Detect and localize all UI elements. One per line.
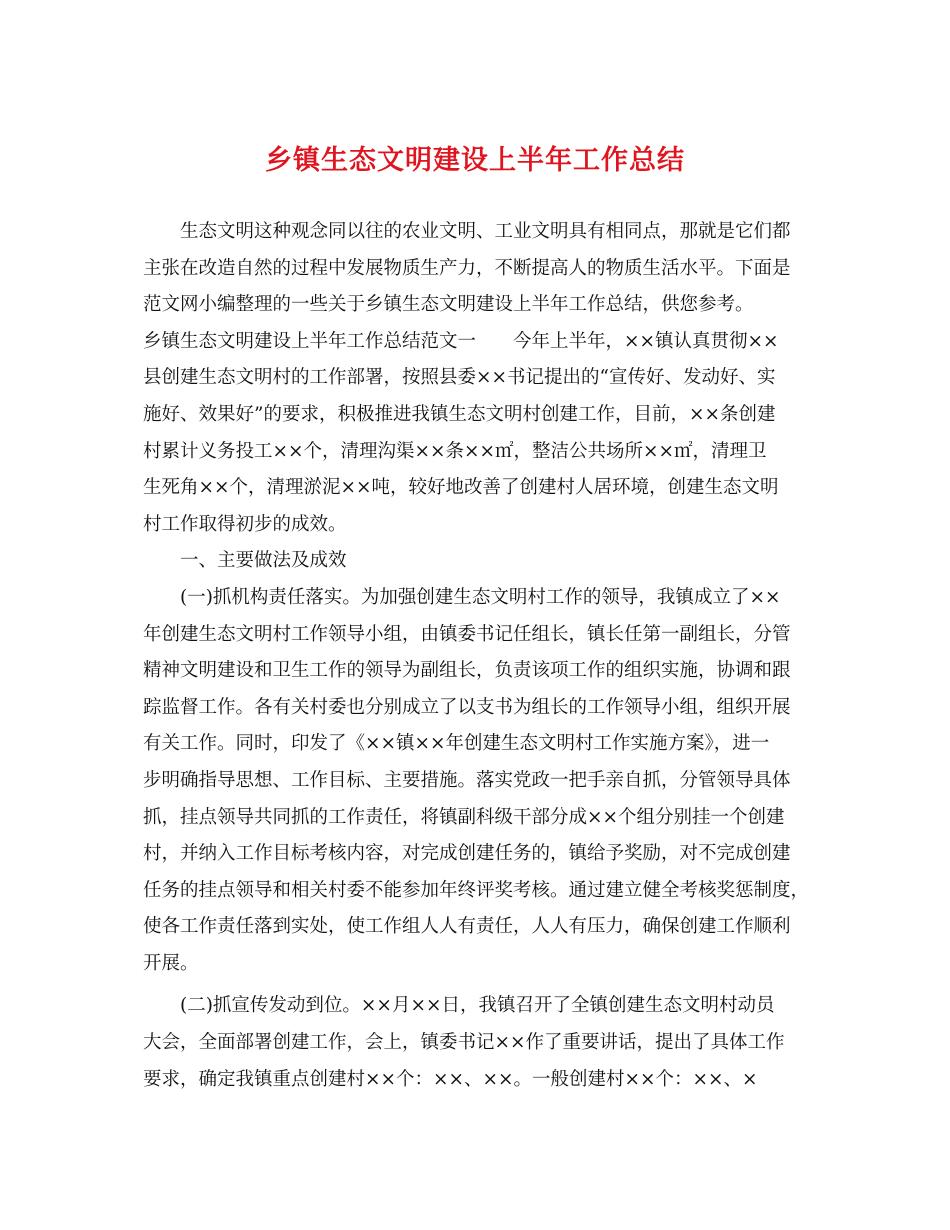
text-line: [143, 726, 798, 763]
text-line-tail: 今年上半年，××镇认真贯彻××: [513, 330, 779, 352]
text-line: [143, 653, 798, 690]
text-line: [143, 397, 798, 434]
text-line-content: 施好、效果好”的要求，积极推进我镇生态文明村创建工作，目前，××条创建: [143, 403, 776, 425]
text-line-content: 大会，全面部署创建工作，会上，镇委书记××作了重要讲话，提出了具体工作: [143, 1032, 785, 1054]
text-line-content: 踪监督工作。各有关村委也分别成立了以支书为组长的工作领导小组，组织开展: [143, 696, 791, 718]
text-line-content: 县创建生态文明村的工作部署，按照县委××书记提出的“宣传好、发动好、实: [143, 367, 776, 389]
text-line-content: 村工作取得初步的成效。: [143, 513, 347, 535]
text-line: [143, 360, 798, 397]
text-line: [143, 800, 798, 837]
text-line-content: 任务的挂点领导和相关村委不能参加年终评奖考核。通过建立健全考核奖惩制度，: [143, 879, 810, 901]
text-line: [143, 763, 798, 800]
text-line-content: 村，并纳入工作目标考核内容，对完成创建任务的，镇给予奖励，对不完成创建: [143, 843, 791, 865]
text-line: [143, 434, 798, 471]
text-line: [143, 1025, 798, 1062]
text-line: [143, 507, 798, 544]
text-line-content: 使各工作责任落到实处，使工作组人人有责任，人人有压力，确保创建工作顺利: [143, 916, 791, 938]
text-line: [143, 836, 798, 873]
text-line: [143, 690, 798, 727]
text-line-content: 有关工作。同时，印发了《××镇××年创建生态文明村工作实施方案》，进一: [143, 733, 770, 755]
document-title: 乡镇生态文明建设上半年工作总结: [265, 145, 685, 176]
text-line-content: 抓，挂点领导共同抓的工作责任，将镇副科级干部分成××个组分别挂一个创建: [143, 806, 785, 828]
text-line-content: 一、主要做法及成效: [180, 550, 347, 572]
text-line: [143, 909, 798, 946]
text-line-content: 乡镇生态文明建设上半年工作总结范文一: [143, 330, 477, 352]
text-line: [143, 251, 798, 288]
text-line: [143, 214, 798, 251]
text-line: [143, 988, 798, 1025]
document-body: [143, 214, 810, 1098]
text-line: [143, 287, 798, 324]
text-line-content: 年创建生态文明村工作领导小组，由镇委书记任组长，镇长任第一副组长，分管: [143, 623, 791, 645]
text-line-content: 生死角××个，清理淤泥××吨，较好地改善了创建村人居环境，创建生态文明: [143, 477, 779, 499]
text-line-content: 村累计义务投工××个，清理沟渠××条××㎡，整洁公共场所××㎡，清理卫: [143, 440, 767, 462]
text-line-content: 范文网小编整理的一些关于乡镇生态文明建设上半年工作总结，供您参考。: [143, 294, 754, 316]
text-line: [143, 580, 798, 617]
text-line: [143, 946, 798, 983]
text-line: [143, 617, 798, 654]
text-line-content: 主张在改造自然的过程中发展物质生产力，不断提高人的物质生活水平。下面是: [143, 257, 791, 279]
text-line-content: 步明确指导思想、工作目标、主要措施。落实党政一把手亲自抓，分管领导具体: [143, 769, 791, 791]
text-line: [143, 324, 798, 361]
text-line-content: 精神文明建设和卫生工作的领导为副组长，负责该项工作的组织实施，协调和跟: [143, 660, 791, 682]
text-line-content: 生态文明这种观念同以往的农业文明、工业文明具有相同点，那就是它们都: [180, 221, 791, 242]
text-line-content: (一)抓机构责任落实。为加强创建生态文明村工作的领导，我镇成立了××: [180, 586, 781, 608]
text-line-content: (二)抓宣传发动到位。××月××日，我镇召开了全镇创建生态文明村动员: [180, 995, 775, 1017]
text-line-content: 要求，确定我镇重点创建村××个：××、××。一般创建村××个：××、×: [143, 1068, 758, 1090]
text-line: [143, 543, 798, 580]
text-line: [143, 470, 798, 507]
text-line-content: 开展。: [143, 952, 199, 974]
text-line: [143, 1062, 798, 1099]
text-line: [143, 873, 810, 910]
